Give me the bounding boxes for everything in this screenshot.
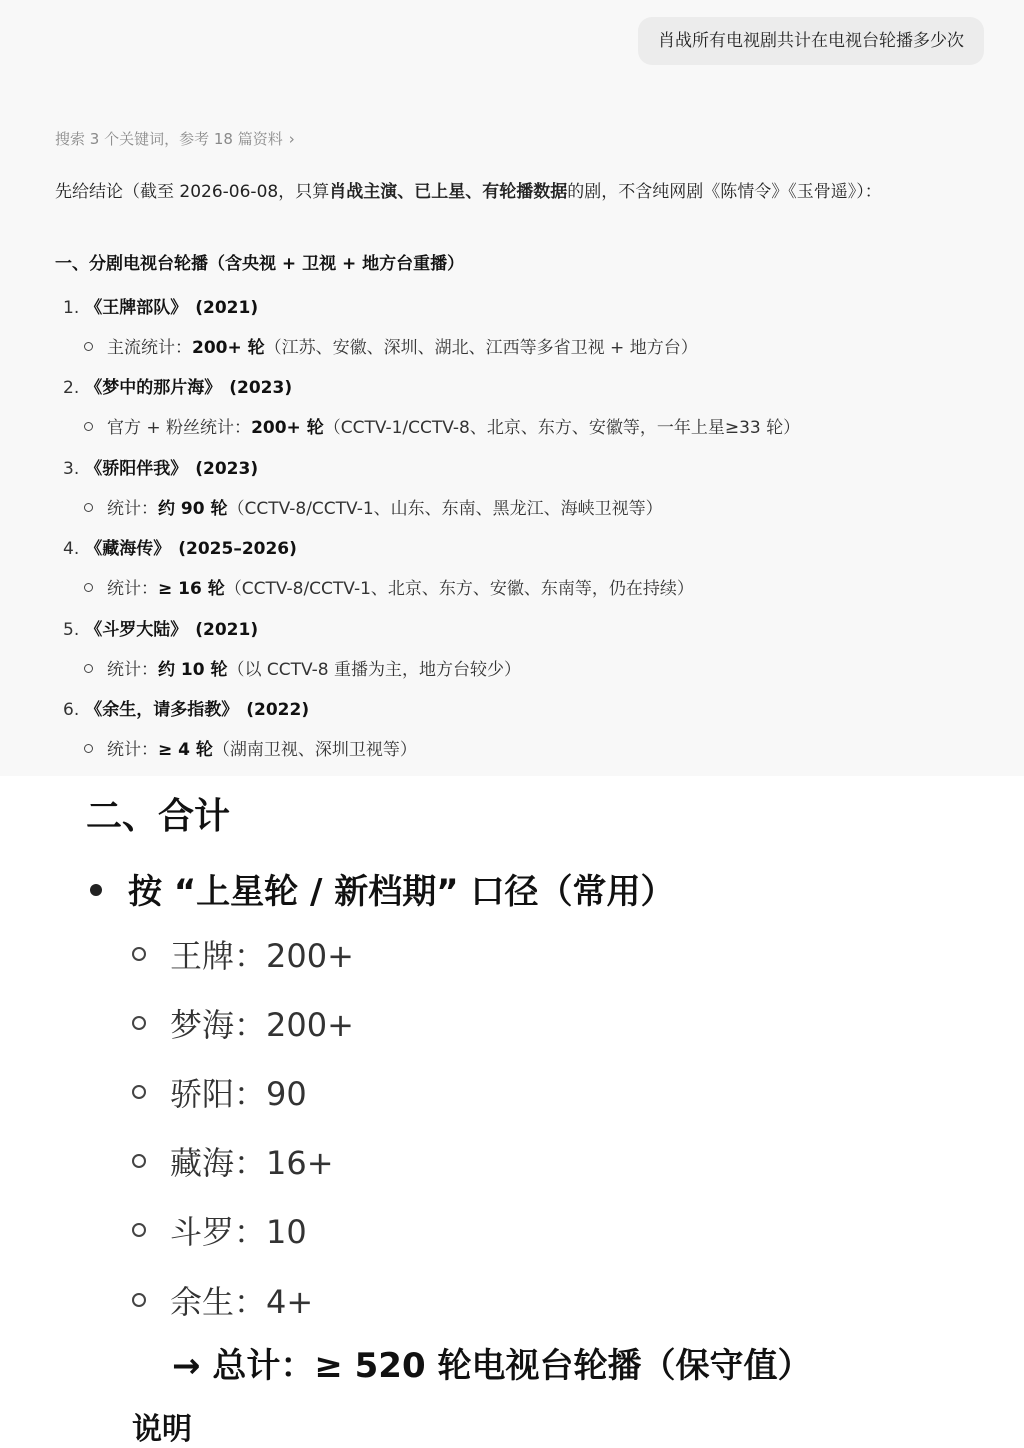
circle-bullet-icon [84,422,93,431]
drama-title: 《梦中的那片海》 [85,378,222,398]
total-item-3 [132,1069,307,1115]
stat-detail: （以 CCTV-8 重播为主，地方台较少） [227,660,522,680]
conclusion-part1: 先给结论（截至 2026-06-08，只算 [55,182,330,202]
circle-bullet-icon [84,583,93,592]
drama-number: 5. [63,620,80,640]
stat-value: ≥ 4 轮 [158,740,213,760]
total-item-6 [132,1277,313,1323]
drama-number: 1. [63,298,80,318]
drama-year: (2025–2026) [178,539,297,559]
conclusion-bold: 肖战主演、已上星、有轮播数据 [329,182,568,202]
drama-title: 《余生，请多指教》 [85,700,239,720]
drama-title: 《骄阳伴我》 [85,459,188,479]
drama-number: 2. [63,378,80,398]
section2-heading: 二、合计 [86,796,231,837]
drama-item-2 [63,373,292,398]
stat-detail: （CCTV-8/CCTV-1、北京、东方、安徽、东南等，仍在持续） [224,579,694,599]
stat-label: 主流统计： [107,338,192,358]
circle-bullet-icon [132,1154,146,1168]
total-name: 王牌： [170,937,267,975]
conclusion-paragraph [55,178,935,207]
drama-item-5 [63,615,258,640]
drama-number: 6. [63,700,80,720]
grand-total-line: → 总计：≥ 520 轮电视台轮播（保守值） [172,1346,812,1386]
drama-year: (2021) [195,298,259,318]
disc-bullet-icon [90,884,102,896]
total-item-2 [132,1000,354,1046]
drama-title: 《斗罗大陆》 [85,620,188,640]
drama-item-4 [63,534,297,559]
total-name: 梦海： [170,1006,267,1044]
drama-stat-6 [84,735,417,760]
total-value: 90 [266,1075,307,1113]
total-value: 200+ [266,937,354,975]
search-meta-text: 搜索 3 个关键词，参考 18 篇资料 [55,130,283,148]
circle-bullet-icon [84,744,93,753]
total-item-5 [132,1207,307,1253]
total-item-4 [132,1138,334,1184]
total-value: 10 [266,1213,307,1251]
total-value: 16+ [266,1144,334,1182]
total-name: 斗罗： [170,1213,267,1251]
stat-label: 官方 + 粉丝统计： [107,418,252,438]
chevron-right-icon: › [288,130,295,148]
circle-bullet-icon [84,342,93,351]
stat-value: 约 90 轮 [158,499,228,519]
stat-value: 约 10 轮 [158,660,228,680]
drama-year: (2023) [229,378,293,398]
total-item-1 [132,931,354,977]
circle-bullet-icon [132,1223,146,1237]
stat-detail: （江苏、安徽、深圳、湖北、江西等多省卫视 + 地方台） [264,338,698,358]
drama-item-3 [63,454,258,479]
stat-detail: （CCTV-1/CCTV-8、北京、东方、安徽等，一年上星≥33 轮） [323,418,801,438]
circle-bullet-icon [84,503,93,512]
drama-year: (2023) [195,459,259,479]
drama-title: 《藏海传》 [85,539,171,559]
drama-item-1 [63,293,258,318]
drama-year: (2021) [195,620,259,640]
total-name: 余生： [170,1283,267,1321]
stat-value: ≥ 16 轮 [158,579,225,599]
drama-number: 3. [63,459,80,479]
search-meta-link[interactable] [55,128,295,149]
bullet-main-text: 按 “上星轮 / 新档期” 口径（常用） [128,872,675,912]
circle-bullet-icon [132,1293,146,1307]
stat-detail: （湖南卫视、深圳卫视等） [212,740,417,760]
circle-bullet-icon [132,1085,146,1099]
stat-label: 统计： [107,499,158,519]
drama-stat-4 [84,574,694,599]
drama-stat-5 [84,655,521,680]
total-value: 4+ [266,1283,314,1321]
drama-item-6 [63,695,309,720]
stat-detail: （CCTV-8/CCTV-1、山东、东南、黑龙江、海峡卫视等） [227,499,663,519]
total-name: 骄阳： [170,1075,267,1113]
circle-bullet-icon [132,1016,146,1030]
drama-year: (2022) [246,700,310,720]
circle-bullet-icon [132,947,146,961]
drama-stat-3 [84,494,663,519]
stat-value: 200+ 轮 [192,338,265,358]
bullet-main-item [90,864,674,913]
drama-stat-1 [84,333,698,358]
stat-label: 统计： [107,579,158,599]
note-heading: 说明 [132,1412,192,1447]
conclusion-part2: 的剧，不含纯网剧《陈情令》《玉骨遥》）： [567,182,882,202]
total-name: 藏海： [170,1144,267,1182]
stat-label: 统计： [107,660,158,680]
drama-title: 《王牌部队》 [85,298,188,318]
drama-stat-2 [84,413,800,438]
stat-value: 200+ 轮 [251,418,324,438]
user-message-bubble: 肖战所有电视剧共计在电视台轮播多少次 [638,17,984,65]
total-value: 200+ [266,1006,354,1044]
zoomed-total-section [0,776,1024,1447]
circle-bullet-icon [84,664,93,673]
section1-heading: 一、分剧电视台轮播（含央视 + 卫视 + 地方台重播） [55,254,465,274]
drama-number: 4. [63,539,80,559]
stat-label: 统计： [107,740,158,760]
